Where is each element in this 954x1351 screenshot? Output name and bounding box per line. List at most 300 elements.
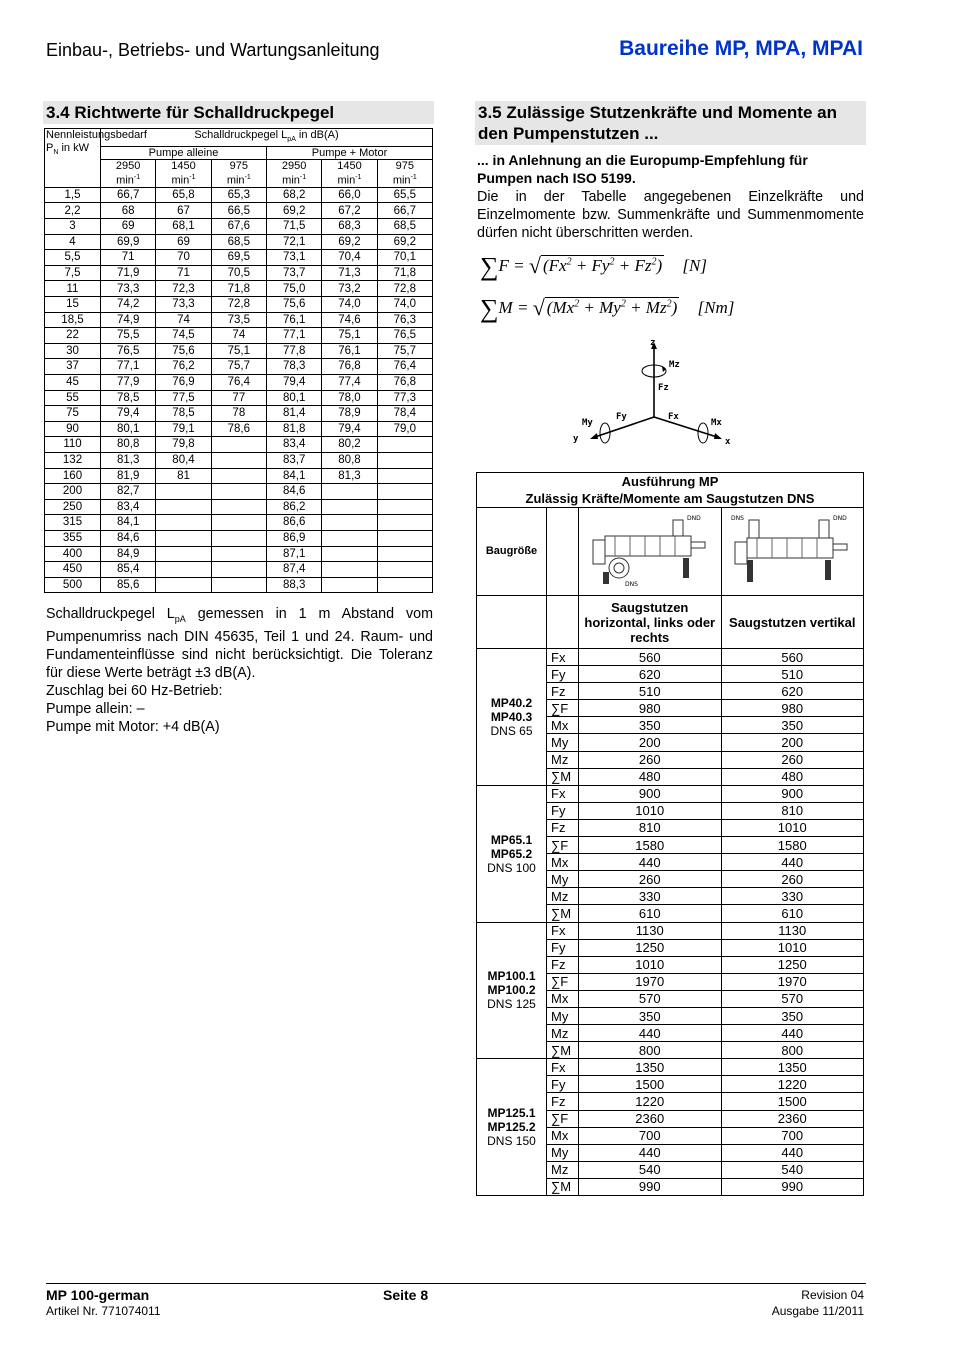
value-horizontal: 350 — [579, 1007, 722, 1024]
level-cell: 78,9 — [322, 406, 377, 422]
value-vertical: 1130 — [721, 922, 864, 939]
value-horizontal: 800 — [579, 1042, 722, 1059]
level-cell — [211, 577, 266, 593]
level-cell: 87,4 — [266, 562, 321, 578]
level-cell — [211, 499, 266, 515]
size-group-cell: MP65.1 MP65.2 DNS 100 — [477, 785, 547, 922]
level-cell: 66,7 — [101, 187, 156, 203]
level-cell: 74,0 — [377, 297, 432, 313]
value-horizontal: 330 — [579, 888, 722, 905]
value-horizontal: 620 — [579, 666, 722, 683]
level-cell: 75,1 — [211, 343, 266, 359]
formula-moment-sum: ∑M = √ $(Mx^2 + My^2 + Mz^2)$ [Nm] — [480, 294, 735, 323]
level-cell — [211, 437, 266, 453]
level-cell: 81,8 — [266, 421, 321, 437]
value-vertical: 1350 — [721, 1059, 864, 1076]
level-cell: 80,8 — [101, 437, 156, 453]
value-vertical: 440 — [721, 1144, 864, 1161]
level-cell — [156, 515, 211, 531]
table-row — [45, 234, 433, 250]
table-row — [45, 374, 433, 390]
level-cell: 76,5 — [377, 328, 432, 344]
level-cell: 71,5 — [266, 219, 321, 235]
value-horizontal: 200 — [579, 734, 722, 751]
table-row — [45, 577, 433, 593]
level-cell: 75,6 — [266, 297, 321, 313]
power-cell: 250 — [45, 499, 101, 515]
value-horizontal: 700 — [579, 1127, 722, 1144]
component-cell: Fx — [547, 785, 579, 802]
value-horizontal: 610 — [579, 905, 722, 922]
power-cell: 2,2 — [45, 203, 101, 219]
section-3-5-subtitle: ... in Anlehnung an die Europump-Empfehlung für Pumpen nach ISO 5199. — [477, 152, 808, 186]
level-cell: 71 — [156, 265, 211, 281]
level-cell: 72,1 — [266, 234, 321, 250]
axis-mx-label: Mx — [711, 418, 722, 428]
sound-pressure-table — [44, 128, 433, 593]
footer-rule — [46, 1283, 866, 1284]
value-horizontal: 440 — [579, 1144, 722, 1161]
speed-header: 2950 $\min^{-1}$ — [266, 160, 321, 188]
power-cell: 400 — [45, 546, 101, 562]
component-cell: My — [547, 871, 579, 888]
value-vertical: 700 — [721, 1127, 864, 1144]
level-cell: 78,3 — [266, 359, 321, 375]
level-cell: 81,4 — [266, 406, 321, 422]
value-horizontal: 1250 — [579, 939, 722, 956]
value-horizontal: 1220 — [579, 1093, 722, 1110]
axis-y-label: y — [573, 434, 579, 444]
level-cell: 80,8 — [322, 452, 377, 468]
level-cell: 78 — [211, 406, 266, 422]
level-cell: 75,0 — [266, 281, 321, 297]
level-cell: 66,7 — [377, 203, 432, 219]
level-cell: 70 — [156, 250, 211, 266]
level-cell: 68,3 — [322, 219, 377, 235]
level-cell — [377, 577, 432, 593]
power-cell: 15 — [45, 297, 101, 313]
level-cell: 84,1 — [266, 468, 321, 484]
power-cell: 30 — [45, 343, 101, 359]
forces-table-title: Ausführung MP Zulässig Kräfte/Momente am Saugstutzen DNS — [477, 473, 864, 508]
level-cell: 86,9 — [266, 530, 321, 546]
col-vertical-header: Saugstutzen vertikal — [721, 596, 864, 649]
table-row — [477, 922, 864, 939]
level-cell: 78,5 — [101, 390, 156, 406]
component-cell: Fy — [547, 1076, 579, 1093]
level-cell — [377, 530, 432, 546]
value-vertical: 260 — [721, 751, 864, 768]
level-cell — [322, 515, 377, 531]
level-cell: 78,4 — [377, 406, 432, 422]
value-horizontal: 2360 — [579, 1110, 722, 1127]
svg-text:DND: DND — [686, 515, 701, 522]
speed-header: 1450 $\min^{-1}$ — [156, 160, 211, 188]
power-cell: 37 — [45, 359, 101, 375]
level-cell: 84,6 — [266, 484, 321, 500]
value-horizontal: 440 — [579, 1025, 722, 1042]
level-cell: 85,4 — [101, 562, 156, 578]
footer-article: Artikel Nr. 771074011 — [46, 1304, 161, 1318]
value-horizontal: 440 — [579, 854, 722, 871]
value-vertical: 810 — [721, 802, 864, 819]
table-row — [45, 515, 433, 531]
level-cell: 75,7 — [211, 359, 266, 375]
rated-power-header: Nennleistungsbedarf $P_N$ in kW — [45, 129, 101, 188]
table-row — [45, 437, 433, 453]
value-horizontal: 1350 — [579, 1059, 722, 1076]
component-cell: My — [547, 734, 579, 751]
value-vertical: 800 — [721, 1042, 864, 1059]
col-horizontal-header: Saugstutzen horizontal, links oder rechts — [579, 596, 722, 649]
value-horizontal: 260 — [579, 751, 722, 768]
level-cell: 76,4 — [377, 359, 432, 375]
table-row — [45, 343, 433, 359]
table-row — [45, 281, 433, 297]
level-cell: 80,4 — [156, 452, 211, 468]
value-vertical: 540 — [721, 1161, 864, 1178]
value-vertical: 260 — [721, 871, 864, 888]
table-row — [45, 452, 433, 468]
value-vertical: 480 — [721, 768, 864, 785]
size-group-cell: MP125.1 MP125.2 DNS 150 — [477, 1059, 547, 1196]
level-cell — [211, 468, 266, 484]
component-cell: Mz — [547, 751, 579, 768]
level-cell — [156, 577, 211, 593]
table-row — [45, 499, 433, 515]
value-horizontal: 980 — [579, 700, 722, 717]
level-cell: 65,8 — [156, 187, 211, 203]
level-cell: 77,5 — [156, 390, 211, 406]
level-cell: 73,2 — [322, 281, 377, 297]
value-horizontal: 480 — [579, 768, 722, 785]
level-cell: 74 — [211, 328, 266, 344]
pump-alone-header: Pumpe alleine — [101, 147, 267, 160]
level-cell — [377, 452, 432, 468]
table-row — [45, 187, 433, 203]
power-cell: 90 — [45, 421, 101, 437]
footer-revision: Revision 04 — [801, 1288, 864, 1302]
pump-image-horizontal — [579, 508, 722, 596]
level-cell: 76,5 — [101, 343, 156, 359]
level-cell: 82,7 — [101, 484, 156, 500]
table-row — [45, 484, 433, 500]
level-cell — [156, 499, 211, 515]
pump-image-vertical — [721, 508, 864, 596]
value-horizontal: 900 — [579, 785, 722, 802]
level-cell — [211, 515, 266, 531]
value-vertical: 200 — [721, 734, 864, 751]
level-cell: 74,5 — [156, 328, 211, 344]
size-group-cell: MP40.2 MP40.3 DNS 65 — [477, 649, 547, 786]
level-cell: 76,8 — [377, 374, 432, 390]
value-vertical: 610 — [721, 905, 864, 922]
level-cell: 68,1 — [156, 219, 211, 235]
power-cell: 315 — [45, 515, 101, 531]
value-vertical: 1220 — [721, 1076, 864, 1093]
table-row — [477, 785, 864, 802]
level-cell: 70,5 — [211, 265, 266, 281]
table-row — [45, 359, 433, 375]
component-cell: Mz — [547, 888, 579, 905]
level-cell: 81,9 — [101, 468, 156, 484]
table-row — [45, 530, 433, 546]
component-cell: Fz — [547, 956, 579, 973]
value-vertical: 1010 — [721, 819, 864, 836]
series-title: Baureihe MP, MPA, MPAI — [619, 37, 863, 60]
table-row — [45, 421, 433, 437]
level-cell: 83,4 — [266, 437, 321, 453]
level-cell — [322, 499, 377, 515]
level-cell: 87,1 — [266, 546, 321, 562]
level-cell: 66,0 — [322, 187, 377, 203]
table-row — [45, 312, 433, 328]
size-group-cell: MP100.1 MP100.2 DNS 125 — [477, 922, 547, 1059]
power-cell: 5,5 — [45, 250, 101, 266]
component-cell: ∑M — [547, 1042, 579, 1059]
level-cell: 81,3 — [322, 468, 377, 484]
table-row — [45, 297, 433, 313]
level-cell: 68,5 — [377, 219, 432, 235]
component-cell: Fz — [547, 819, 579, 836]
level-cell: 84,9 — [101, 546, 156, 562]
level-cell: 69,9 — [101, 234, 156, 250]
level-cell: 86,6 — [266, 515, 321, 531]
svg-text:DND: DND — [833, 515, 847, 522]
level-cell: 83,7 — [266, 452, 321, 468]
level-cell: 77,3 — [377, 390, 432, 406]
power-cell: 450 — [45, 562, 101, 578]
table-row — [45, 468, 433, 484]
pump-motor-header: Pumpe + Motor — [266, 147, 432, 160]
level-cell — [211, 484, 266, 500]
level-cell: 77,1 — [101, 359, 156, 375]
level-cell: 74,0 — [322, 297, 377, 313]
table-row — [45, 219, 433, 235]
table-row — [45, 250, 433, 266]
component-cell: Mx — [547, 990, 579, 1007]
level-cell — [377, 499, 432, 515]
component-cell: ∑F — [547, 1110, 579, 1127]
level-cell: 76,2 — [156, 359, 211, 375]
component-cell: Fx — [547, 649, 579, 666]
value-horizontal: 1130 — [579, 922, 722, 939]
table-row — [45, 203, 433, 219]
component-cell: Fx — [547, 922, 579, 939]
level-cell — [322, 577, 377, 593]
value-vertical: 560 — [721, 649, 864, 666]
coordinate-axes-diagram — [565, 333, 745, 453]
level-cell — [211, 452, 266, 468]
level-cell: 69,5 — [211, 250, 266, 266]
component-cell: Mx — [547, 1127, 579, 1144]
level-cell: 79,4 — [101, 406, 156, 422]
level-cell: 79,4 — [322, 421, 377, 437]
formula-force-sum: ∑F = √ $(Fx^2 + Fy^2 + Fz^2)$ [N] — [480, 252, 707, 281]
speed-header: 2950 $\min^{-1}$ — [101, 160, 156, 188]
speed-header: 1450 $\min^{-1}$ — [322, 160, 377, 188]
power-cell: 200 — [45, 484, 101, 500]
value-vertical: 330 — [721, 888, 864, 905]
table-row — [45, 562, 433, 578]
level-cell — [156, 484, 211, 500]
level-cell: 65,3 — [211, 187, 266, 203]
component-cell: ∑M — [547, 768, 579, 785]
section-3-4-title: 3.4 Richtwerte für Schalldruckpegel — [43, 101, 434, 124]
level-cell: 74 — [156, 312, 211, 328]
value-horizontal: 350 — [579, 717, 722, 734]
level-cell: 75,7 — [377, 343, 432, 359]
component-cell: Fz — [547, 1093, 579, 1110]
level-cell: 86,2 — [266, 499, 321, 515]
level-cell: 69,2 — [377, 234, 432, 250]
value-vertical: 1580 — [721, 837, 864, 854]
power-cell: 4 — [45, 234, 101, 250]
component-cell: Mx — [547, 717, 579, 734]
level-cell: 75,5 — [101, 328, 156, 344]
level-cell: 79,8 — [156, 437, 211, 453]
level-cell: 78,5 — [156, 406, 211, 422]
level-cell: 80,2 — [322, 437, 377, 453]
level-cell — [156, 546, 211, 562]
power-cell: 500 — [45, 577, 101, 593]
level-cell: 79,4 — [266, 374, 321, 390]
level-cell: 69,2 — [322, 234, 377, 250]
component-cell: ∑M — [547, 1178, 579, 1195]
level-cell: 79,0 — [377, 421, 432, 437]
svg-text:DNS: DNS — [624, 581, 638, 588]
level-cell: 78,6 — [211, 421, 266, 437]
level-cell: 77,1 — [266, 328, 321, 344]
level-cell: 71,8 — [211, 281, 266, 297]
component-cell: My — [547, 1144, 579, 1161]
svg-text:DNS: DNS — [731, 515, 745, 522]
level-cell: 81,3 — [101, 452, 156, 468]
level-cell: 76,1 — [266, 312, 321, 328]
level-cell: 84,1 — [101, 515, 156, 531]
power-cell: 160 — [45, 468, 101, 484]
value-horizontal: 1580 — [579, 837, 722, 854]
value-vertical: 990 — [721, 1178, 864, 1195]
level-cell: 76,4 — [211, 374, 266, 390]
level-cell: 81 — [156, 468, 211, 484]
size-header: Baugröße — [477, 508, 547, 596]
level-cell: 72,3 — [156, 281, 211, 297]
value-vertical: 900 — [721, 785, 864, 802]
table-row — [477, 1059, 864, 1076]
level-cell: 66,5 — [211, 203, 266, 219]
level-cell — [322, 546, 377, 562]
value-horizontal: 810 — [579, 819, 722, 836]
value-horizontal: 260 — [579, 871, 722, 888]
power-cell: 75 — [45, 406, 101, 422]
power-cell: 1,5 — [45, 187, 101, 203]
document-title: Einbau-, Betriebs- und Wartungsanleitung — [46, 40, 380, 60]
level-cell — [322, 530, 377, 546]
level-cell: 69,2 — [266, 203, 321, 219]
level-cell: 68 — [101, 203, 156, 219]
level-cell: 70,4 — [322, 250, 377, 266]
level-cell: 67,6 — [211, 219, 266, 235]
level-cell: 83,4 — [101, 499, 156, 515]
level-cell: 78,0 — [322, 390, 377, 406]
sound-note: Schalldruckpegel $L_{pA}$ gemessen in 1 m Abstand vom Pumpenumriss nach DIN 45635, Teil 1 und 24. Raum- und Fundamenteinflüsse sind nicht berücksichtigt. Die Toleranz für diese Werte beträgt ±3 dB(A). Zuschlag bei 60 Hz-Betrieb: Pumpe allein: – Pumpe mit Motor: +4 dB(A) — [46, 606, 433, 735]
power-cell: 132 — [45, 452, 101, 468]
table-row — [45, 406, 433, 422]
value-horizontal: 1010 — [579, 956, 722, 973]
speed-header: 975 $\min^{-1}$ — [377, 160, 432, 188]
component-cell: Fy — [547, 802, 579, 819]
level-cell: 65,5 — [377, 187, 432, 203]
level-cell — [322, 484, 377, 500]
axis-fz-label: Fz — [658, 383, 669, 393]
axis-x-label: x — [725, 437, 731, 447]
level-cell — [377, 562, 432, 578]
level-cell — [377, 437, 432, 453]
power-cell: 45 — [45, 374, 101, 390]
value-vertical: 350 — [721, 1007, 864, 1024]
power-cell: 11 — [45, 281, 101, 297]
level-cell: 67,2 — [322, 203, 377, 219]
value-horizontal: 1010 — [579, 802, 722, 819]
value-vertical: 570 — [721, 990, 864, 1007]
level-cell: 88,3 — [266, 577, 321, 593]
level-cell: 74,6 — [322, 312, 377, 328]
value-vertical: 440 — [721, 1025, 864, 1042]
axis-fy-label: Fy — [616, 412, 627, 422]
level-cell: 80,1 — [266, 390, 321, 406]
value-vertical: 510 — [721, 666, 864, 683]
level-cell: 71,8 — [377, 265, 432, 281]
table-row — [45, 328, 433, 344]
component-cell: ∑F — [547, 700, 579, 717]
value-vertical: 350 — [721, 717, 864, 734]
power-cell: 110 — [45, 437, 101, 453]
section-3-5-title: 3.5 Zulässige Stutzenkräfte und Momente an den Pumpenstutzen ... — [475, 101, 866, 145]
value-vertical: 1970 — [721, 973, 864, 990]
footer-edition: Ausgabe 11/2011 — [771, 1304, 864, 1318]
value-horizontal: 510 — [579, 683, 722, 700]
component-cell: Fz — [547, 683, 579, 700]
value-vertical: 1010 — [721, 939, 864, 956]
component-cell: ∑F — [547, 837, 579, 854]
level-cell: 74,2 — [101, 297, 156, 313]
level-cell: 77,4 — [322, 374, 377, 390]
level-cell: 68,2 — [266, 187, 321, 203]
level-cell: 71,3 — [322, 265, 377, 281]
component-cell: Fx — [547, 1059, 579, 1076]
level-cell: 69 — [101, 219, 156, 235]
level-cell — [211, 562, 266, 578]
level-cell: 67 — [156, 203, 211, 219]
power-cell: 18,5 — [45, 312, 101, 328]
component-cell: My — [547, 1007, 579, 1024]
value-horizontal: 570 — [579, 990, 722, 1007]
value-horizontal: 990 — [579, 1178, 722, 1195]
level-cell: 76,9 — [156, 374, 211, 390]
power-cell: 7,5 — [45, 265, 101, 281]
nozzle-forces-table — [476, 472, 864, 1196]
value-horizontal: 1970 — [579, 973, 722, 990]
level-cell: 80,1 — [101, 421, 156, 437]
level-cell: 74,9 — [101, 312, 156, 328]
level-cell — [377, 546, 432, 562]
footer-page: Seite 8 — [383, 1287, 429, 1303]
value-horizontal: 560 — [579, 649, 722, 666]
level-cell: 72,8 — [377, 281, 432, 297]
table-row — [45, 546, 433, 562]
level-cell: 77,8 — [266, 343, 321, 359]
